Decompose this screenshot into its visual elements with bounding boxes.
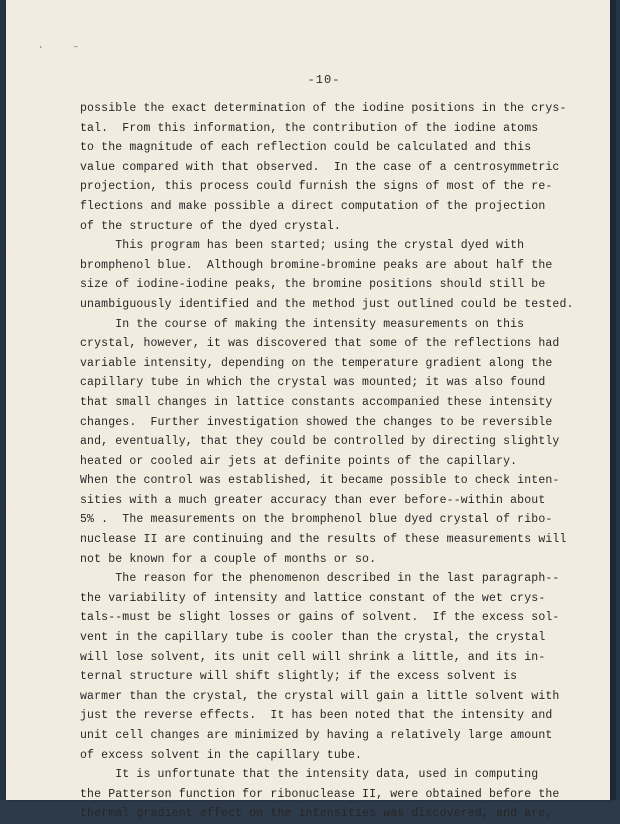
text-line: thermal gradient effect on the intensities was discovered, and are,: [80, 807, 553, 821]
text-line: just the reverse effects. It has been noted that the intensity and: [80, 709, 553, 723]
text-line: of the structure of the dyed crystal.: [80, 219, 341, 233]
text-line: warmer than the crystal, the crystal will gain a little solvent with: [80, 689, 560, 703]
text-line: sities with a much greater accuracy than ever before--within about: [80, 493, 546, 507]
text-line: heated or cooled air jets at definite points of the capillary.: [80, 454, 518, 468]
text-line: When the control was established, it became possible to check inten-: [80, 474, 560, 488]
text-line: of excess solvent in the capillary tube.: [80, 748, 363, 762]
text-line: projection, this process could furnish the signs of most of the re-: [80, 180, 553, 194]
text-line: nuclease II are continuing and the results of these measurements will: [80, 533, 567, 547]
text-line: tals--must be slight losses or gains of solvent. If the excess sol-: [80, 611, 560, 625]
document-body: [80, 99, 580, 824]
text-line: possible the exact determination of the iodine positions in the crys-: [80, 102, 567, 115]
text-line: This program has been started; using the crystal dyed with: [80, 239, 525, 253]
text-line: 5% . The measurements on the bromphenol blue dyed crystal of ribo-: [80, 513, 553, 527]
text-line: will lose solvent, its unit cell will shrink a little, and its in-: [80, 650, 546, 664]
text-line: value compared with that observed. In the case of a centrosymmetric: [80, 160, 560, 174]
text-line: unambiguously identified and the method just outlined could be tested.: [80, 297, 574, 311]
text-line: and, eventually, that they could be controlled by directing slightly: [80, 435, 560, 449]
stray-mark-1: ˛: [38, 39, 44, 49]
text-line: In the course of making the intensity measurements on this: [80, 317, 525, 331]
text-line: vent in the capillary tube is cooler than the crystal, the crystal: [80, 631, 546, 645]
document-page: [6, 0, 610, 821]
text-line: bromphenol blue. Although bromine-bromine peaks are about half the: [80, 258, 553, 272]
text-line: It is unfortunate that the intensity data, used in computing: [80, 768, 539, 782]
text-line: the variability of intensity and lattice constant of the wet crys-: [80, 591, 546, 605]
text-line: variable intensity, depending on the temperature gradient along the: [80, 356, 553, 370]
text-line: flections and make possible a direct computation of the projection: [80, 199, 546, 213]
text-line: not be known for a couple of months or so.: [80, 552, 377, 566]
text-line: the Patterson function for ribonuclease II, were obtained before the: [80, 787, 560, 801]
text-line: crystal, however, it was discovered that some of the reflections had: [80, 337, 560, 351]
text-line: The reason for the phenomenon described in the last paragraph--: [80, 572, 560, 586]
text-line: to the magnitude of each reflection could be calculated and this: [80, 141, 532, 155]
text-line: ternal structure will shift slightly; if the excess solvent is: [80, 670, 518, 684]
text-line: size of iodine-iodine peaks, the bromine positions should still be: [80, 278, 546, 292]
text-line: unit cell changes are minimized by having a relatively large amount: [80, 729, 553, 742]
text-line: that small changes in lattice constants accompanied these intensity: [80, 395, 553, 409]
text-line: capillary tube in which the crystal was mounted; it was also found: [80, 376, 546, 390]
page-number: -10-: [307, 73, 341, 87]
stray-mark-2: ‒: [73, 42, 79, 52]
text-line: changes. Further investigation showed the changes to be reversible: [80, 415, 553, 429]
text-line: tal. From this information, the contribution of the iodine atoms: [80, 121, 539, 135]
